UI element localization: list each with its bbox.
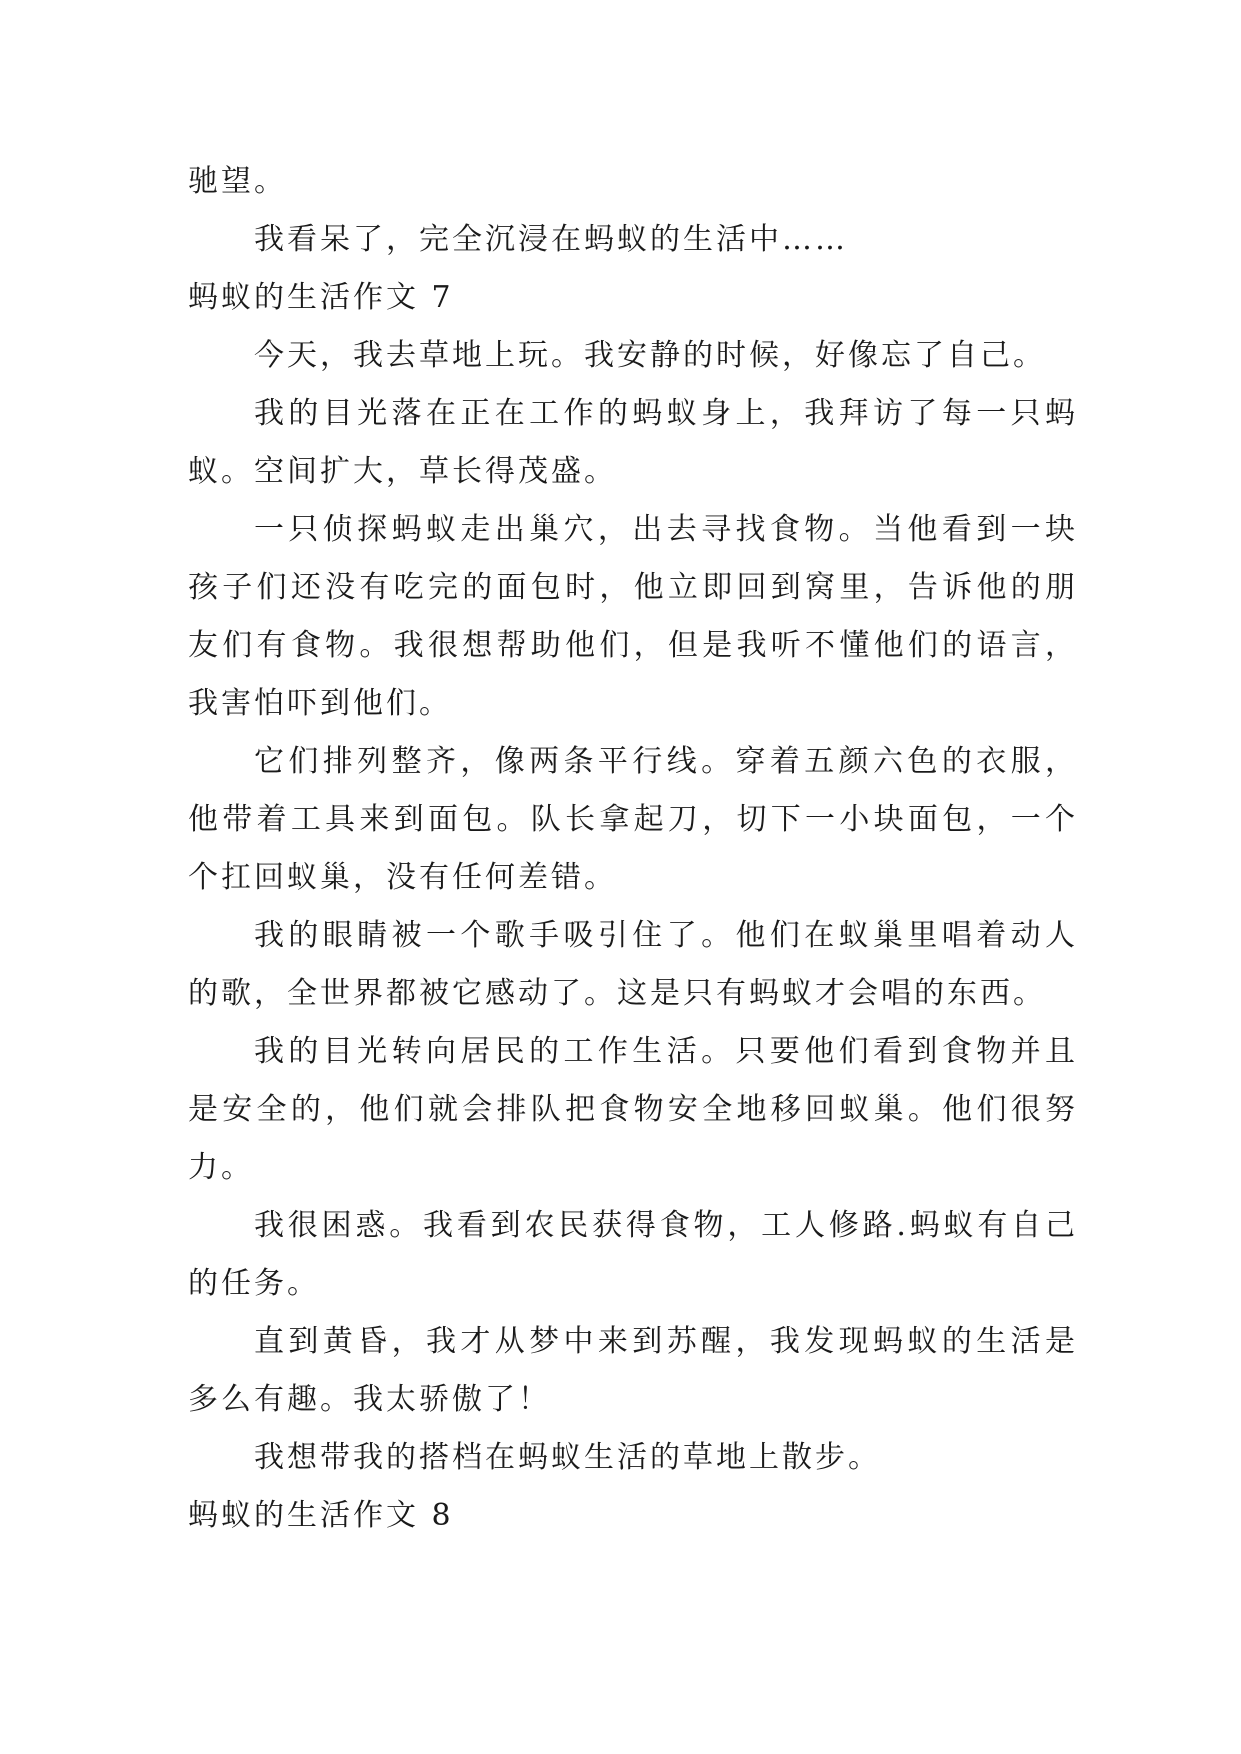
paragraph: 我很困惑。我看到农民获得食物，工人修路.蚂蚁有自己的任务。 — [188, 1208, 1078, 1301]
document-body — [188, 153, 1078, 1545]
paragraph: 今天，我去草地上玩。我安静的时候，好像忘了自己。 — [254, 338, 1046, 373]
essay-heading-8: 蚂蚁的生活作文 8 — [188, 1498, 454, 1533]
essay-heading-7: 蚂蚁的生活作文 7 — [188, 280, 454, 315]
paragraph-continuation: 驰望。 — [188, 164, 287, 199]
paragraph: 一只侦探蚂蚁走出巢穴，出去寻找食物。当他看到一块孩子们还没有吃完的面包时，他立即回到窝里，告诉他的朋友们有食物。我很想帮助他们，但是我听不懂他们的语言，我害怕吓到他们。 — [188, 512, 1078, 721]
paragraph: 我想带我的搭档在蚂蚁生活的草地上散步。 — [254, 1440, 881, 1475]
paragraph: 我的眼睛被一个歌手吸引住了。他们在蚁巢里唱着动人的歌，全世界都被它感动了。这是只有蚂蚁才会唱的东西。 — [188, 918, 1078, 1011]
paragraph: 直到黄昏，我才从梦中来到苏醒，我发现蚂蚁的生活是多么有趣。我太骄傲了！ — [188, 1324, 1078, 1417]
paragraph-closing: 我看呆了，完全沉浸在蚂蚁的生活中…… — [254, 222, 848, 257]
paragraph: 我的目光落在正在工作的蚂蚁身上，我拜访了每一只蚂蚁。空间扩大，草长得茂盛。 — [188, 396, 1078, 489]
paragraph: 它们排列整齐，像两条平行线。穿着五颜六色的衣服，他带着工具来到面包。队长拿起刀，切下一小块面包，一个个扛回蚁巢，没有任何差错。 — [188, 744, 1078, 895]
paragraph: 我的目光转向居民的工作生活。只要他们看到食物并且是安全的，他们就会排队把食物安全地移回蚁巢。他们很努力。 — [188, 1034, 1078, 1185]
